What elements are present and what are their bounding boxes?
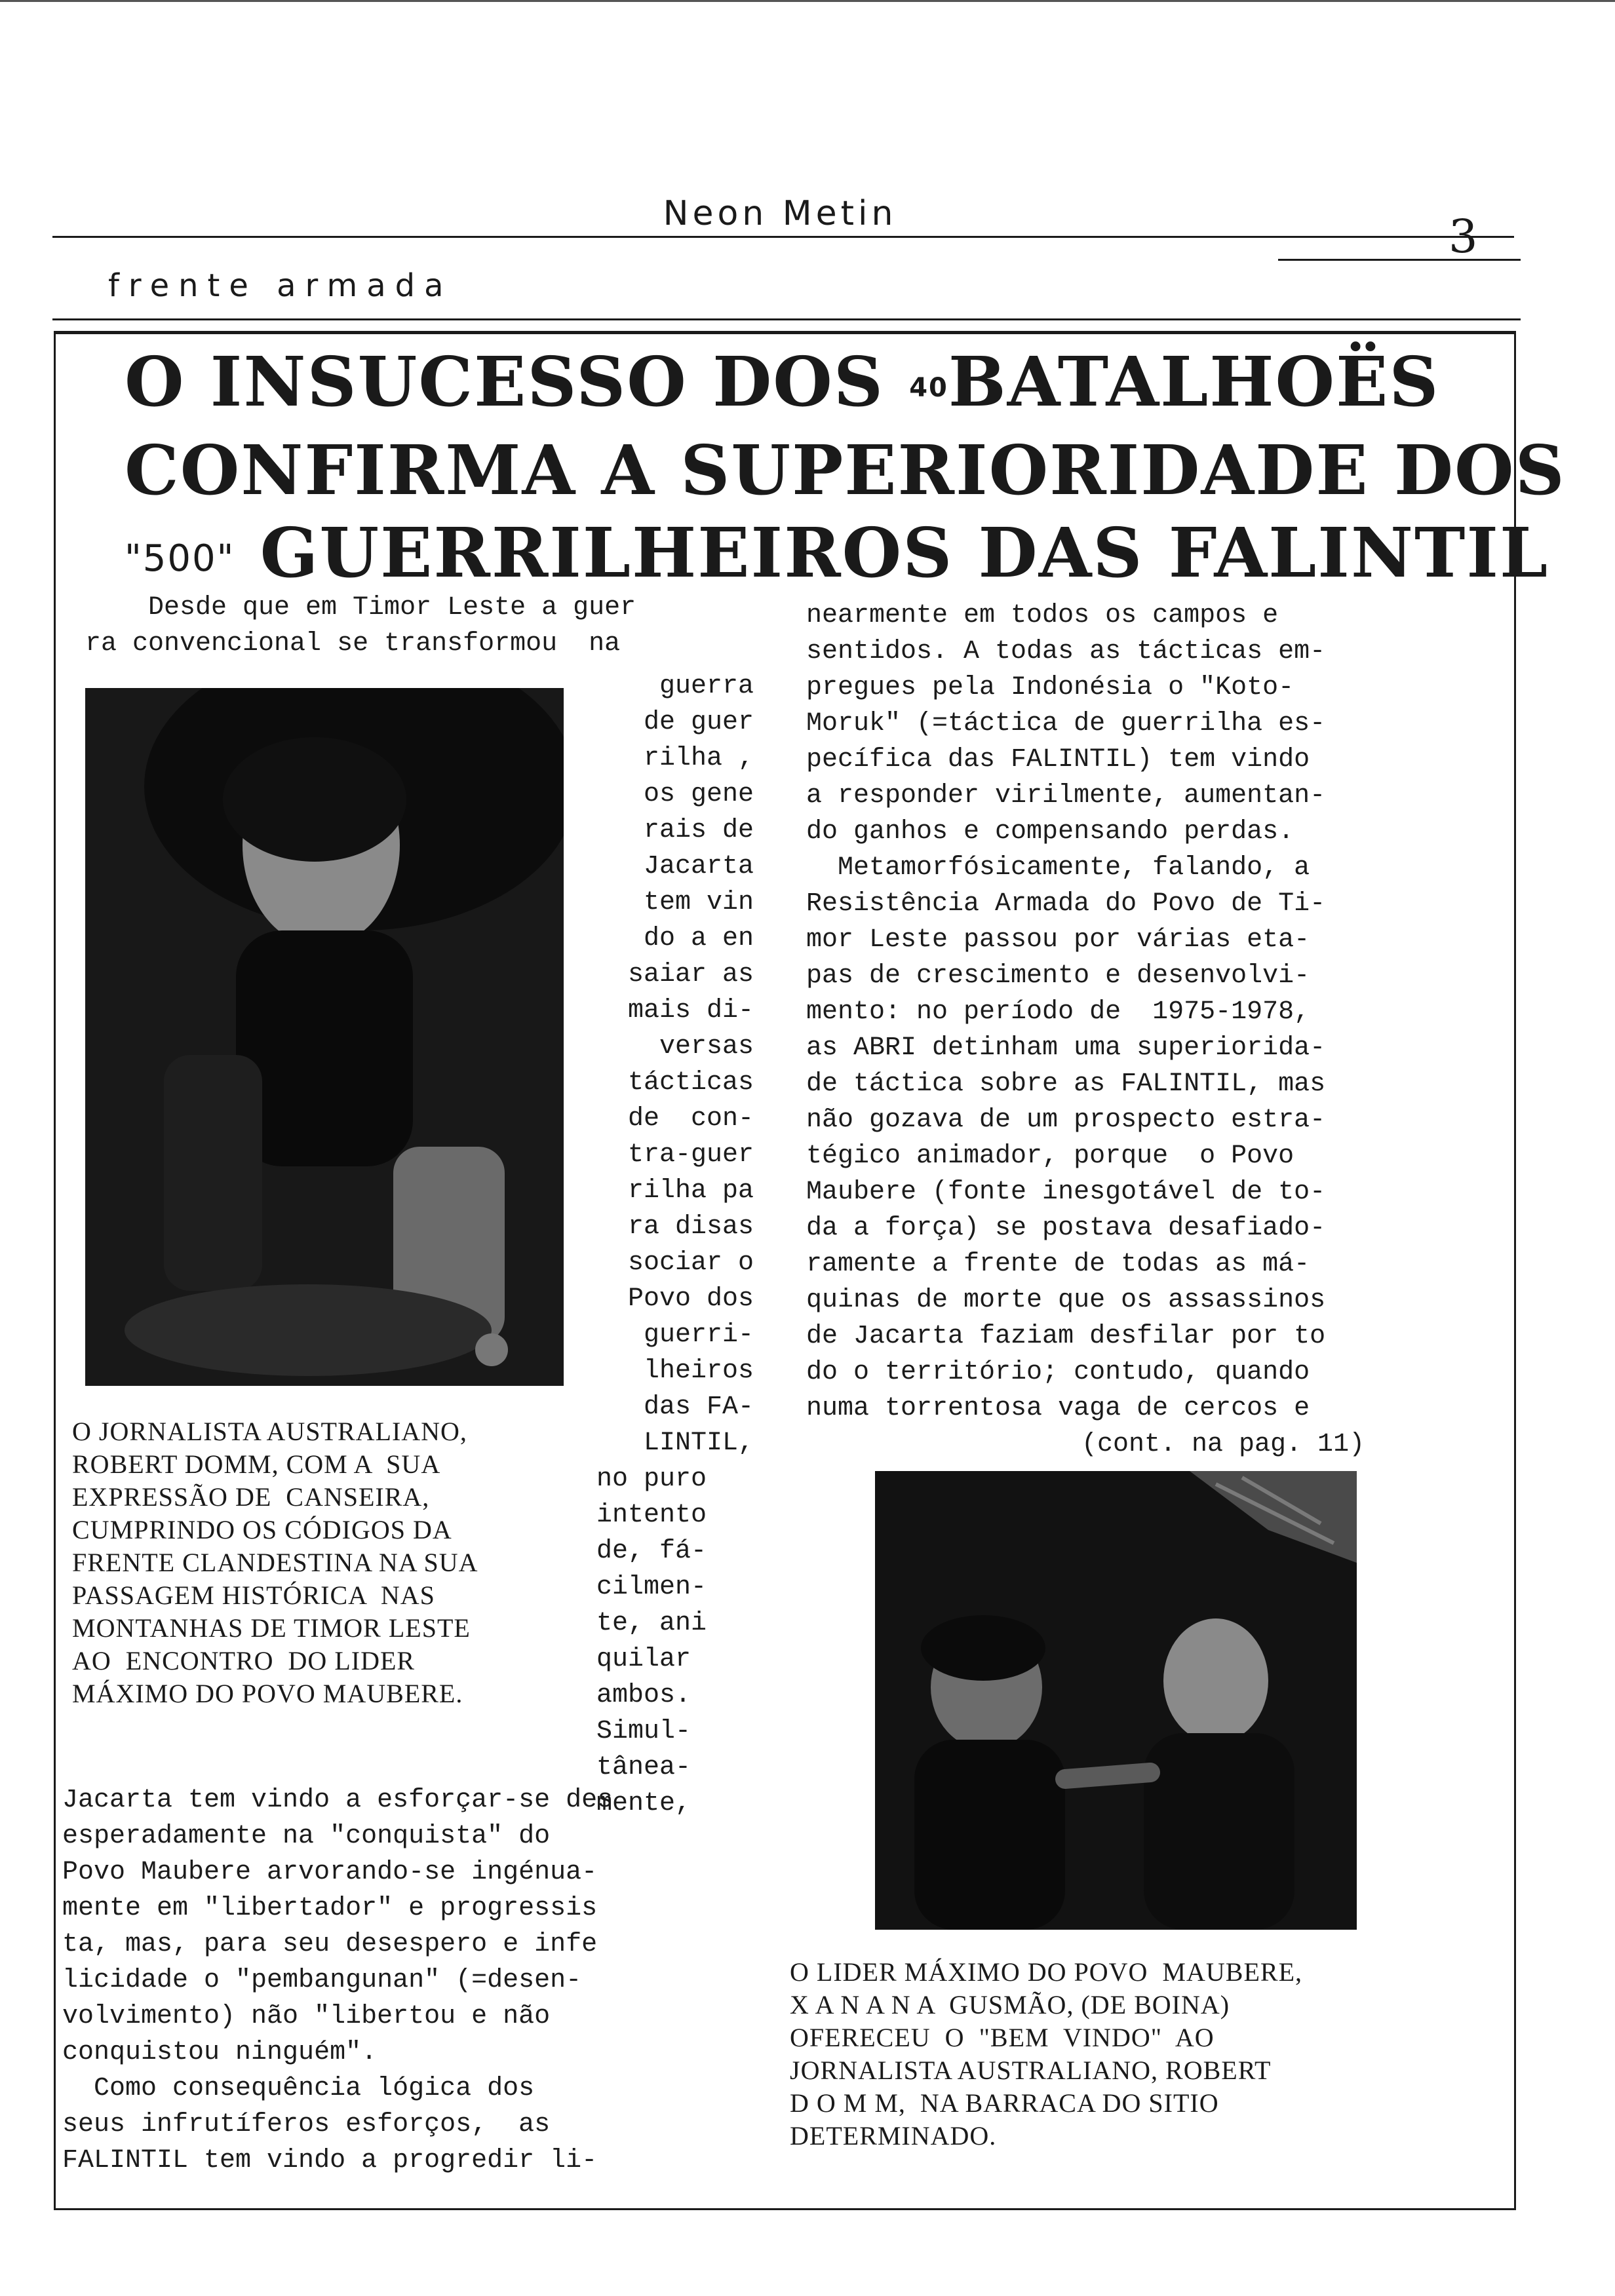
- article-line: mente em "libertador" e progressis: [62, 1894, 598, 1923]
- publication-title: Neon Metin: [663, 194, 897, 233]
- article-line: Povo dos: [627, 1284, 754, 1314]
- article-line: rilha pa: [627, 1176, 754, 1206]
- article-line: das FA-: [643, 1392, 754, 1422]
- article-line: pecífica das FALINTIL) tem vindo: [806, 745, 1310, 775]
- article-line: FALINTIL tem vindo a progredir li-: [62, 2146, 598, 2175]
- article-line: de guer: [643, 708, 754, 737]
- article-line: rais de: [643, 816, 754, 845]
- article-line: no puro: [596, 1464, 707, 1494]
- caption-line: CUMPRINDO OS CÓDIGOS DA: [72, 1515, 452, 1544]
- article-line: do a en: [643, 924, 754, 953]
- caption-line: ROBERT DOMM, COM A SUA: [72, 1449, 441, 1479]
- article-line: tem vin: [643, 888, 754, 917]
- article-line: de Jacarta faziam desfilar por to: [806, 1322, 1326, 1351]
- article-line: te, ani: [596, 1609, 707, 1638]
- article-line: mor Leste passou por várias eta-: [806, 925, 1310, 955]
- article-line: Jacarta tem vindo a esforçar-se des: [62, 1786, 613, 1815]
- article-line: tácticas: [627, 1068, 754, 1098]
- article-line: de con-: [627, 1104, 754, 1134]
- article-line: Metamorfósicamente, falando, a: [806, 853, 1310, 883]
- article-line: do o território; contudo, quando: [806, 1358, 1310, 1387]
- article-line: saiar as: [627, 960, 754, 989]
- caption-line: O JORNALISTA AUSTRALIANO,: [72, 1417, 467, 1446]
- article-line: Desde que em Timor Leste a guer: [148, 593, 636, 622]
- article-line: pas de crescimento e desenvolvi-: [806, 961, 1310, 991]
- article-line: conquistou ninguém".: [62, 2038, 378, 2067]
- article-line: quilar: [596, 1645, 691, 1674]
- caption-line: EXPRESSÃO DE CANSEIRA,: [72, 1482, 430, 1512]
- article-line: Simul-: [596, 1717, 691, 1746]
- article-line: lheiros: [643, 1356, 754, 1386]
- journalist-photo-caption: [72, 1415, 577, 1710]
- journalist-photo: [85, 688, 564, 1386]
- article-line: Jacarta: [643, 852, 754, 881]
- article-line: LINTIL,: [643, 1428, 754, 1458]
- caption-line: X A N A N A GUSMÃO, (DE BOINA): [790, 1990, 1230, 2019]
- article-line: tra-guer: [627, 1140, 754, 1170]
- article-line: as ABRI detinham uma superiorida-: [806, 1033, 1326, 1063]
- caption-line: OFERECEU O "BEM VINDO" AO: [790, 2023, 1215, 2052]
- article-line: volvimento) não "libertou e não: [62, 2002, 551, 2031]
- article-line: mento: no período de 1975-1978,: [806, 997, 1310, 1027]
- article-line: Como consequência lógica dos: [62, 2074, 535, 2103]
- article-line: não gozava de um prospecto estra-: [806, 1105, 1326, 1135]
- article-line: nearmente em todos os campos e: [806, 601, 1279, 630]
- headline-line-1: O INSUCESSO DOS 40BATALHOËS: [125, 341, 1440, 422]
- leader-and-journalist-icon: [875, 1471, 1357, 1930]
- caption-line: PASSAGEM HISTÓRICA NAS: [72, 1580, 435, 1610]
- leader-photo-caption: [790, 1956, 1511, 2152]
- header-rule: [52, 236, 1514, 238]
- page-number: 3: [1449, 210, 1478, 263]
- caption-line: O LIDER MÁXIMO DO POVO MAUBERE,: [790, 1957, 1302, 1987]
- article-line: ambos.: [596, 1681, 691, 1710]
- article-line: ramente a frente de todas as má-: [806, 1250, 1310, 1279]
- article-line: guerra: [659, 672, 754, 701]
- caption-line: FRENTE CLANDESTINA NA SUA: [72, 1548, 478, 1577]
- continued-note: (cont. na pag. 11): [1081, 1430, 1365, 1459]
- caption-line: D O M M, NA BARRACA DO SITIO: [790, 2088, 1219, 2118]
- article-line: os gene: [643, 780, 754, 809]
- article-line: sentidos. A todas as tácticas em-: [806, 637, 1326, 666]
- caption-line: JORNALISTA AUSTRALIANO, ROBERT: [790, 2056, 1272, 2085]
- article-line: cilmen-: [596, 1573, 707, 1602]
- headline-line-3: "500" GUERRILHEIROS DAS FALINTIL: [125, 512, 1549, 593]
- article-line: seus infrutíferos esforços, as: [62, 2110, 551, 2139]
- caption-line: DETERMINADO.: [790, 2121, 997, 2151]
- caption-line: MONTANHAS DE TIMOR LESTE: [72, 1613, 471, 1643]
- header-rule-right: [1278, 259, 1521, 261]
- article-right-column: [806, 598, 1501, 1463]
- article-line: ra convencional se transformou na: [85, 629, 621, 659]
- caption-line: AO ENCONTRO DO LIDER: [72, 1646, 416, 1675]
- article-line: versas: [659, 1032, 754, 1062]
- article-line: intento: [596, 1501, 707, 1530]
- article-line: Resistência Armada do Povo de Ti-: [806, 889, 1326, 919]
- section-rule: [52, 318, 1521, 320]
- article-line: Povo Maubere arvorando-se ingénua-: [62, 1858, 598, 1887]
- article-line: mente,: [596, 1789, 691, 1818]
- article-left-bottom: [62, 1782, 777, 2179]
- article-line: licidade o "pembangunan" (=desen-: [62, 1966, 582, 1995]
- article-line: ta, mas, para seu desespero e infe: [62, 1930, 598, 1959]
- article-line: pregues pela Indonésia o "Koto-: [806, 673, 1294, 702]
- journalist-figure-icon: [85, 688, 564, 1386]
- article-line: a responder virilmente, aumentan-: [806, 781, 1326, 811]
- article-line: Moruk" (=táctica de guerrilha es-: [806, 709, 1326, 738]
- article-line: numa torrentosa vaga de cercos e: [806, 1394, 1310, 1423]
- article-line: quinas de morte que os assassinos: [806, 1286, 1326, 1315]
- narrow-text-column: [577, 668, 773, 1822]
- article-line: Maubere (fonte inesgotável de to-: [806, 1177, 1326, 1207]
- caption-line: MÁXIMO DO POVO MAUBERE.: [72, 1679, 463, 1708]
- article-line: esperadamente na "conquista" do: [62, 1822, 551, 1851]
- article-line: mais di-: [627, 996, 754, 1025]
- article-line: tânea-: [596, 1753, 691, 1782]
- leader-photo: [875, 1471, 1357, 1930]
- article-line: de táctica sobre as FALINTIL, mas: [806, 1069, 1326, 1099]
- top-edge-rule: [0, 0, 1615, 2]
- headline-line-2: CONFIRMA A SUPERIORIDADE DOS: [125, 429, 1566, 510]
- article-line: do ganhos e compensando perdas.: [806, 817, 1294, 847]
- article-line: tégico animador, porque o Povo: [806, 1141, 1294, 1171]
- article-intro: [85, 590, 773, 662]
- article-line: rilha ,: [643, 744, 754, 773]
- article-line: ra disas: [627, 1212, 754, 1242]
- article-line: sociar o: [627, 1248, 754, 1278]
- headline: [125, 341, 1566, 600]
- article-line: de, fá-: [596, 1537, 707, 1566]
- section-label: frente armada: [108, 267, 453, 304]
- article-line: guerri-: [643, 1320, 754, 1350]
- article-line: da a força) se postava desafiado-: [806, 1214, 1326, 1243]
